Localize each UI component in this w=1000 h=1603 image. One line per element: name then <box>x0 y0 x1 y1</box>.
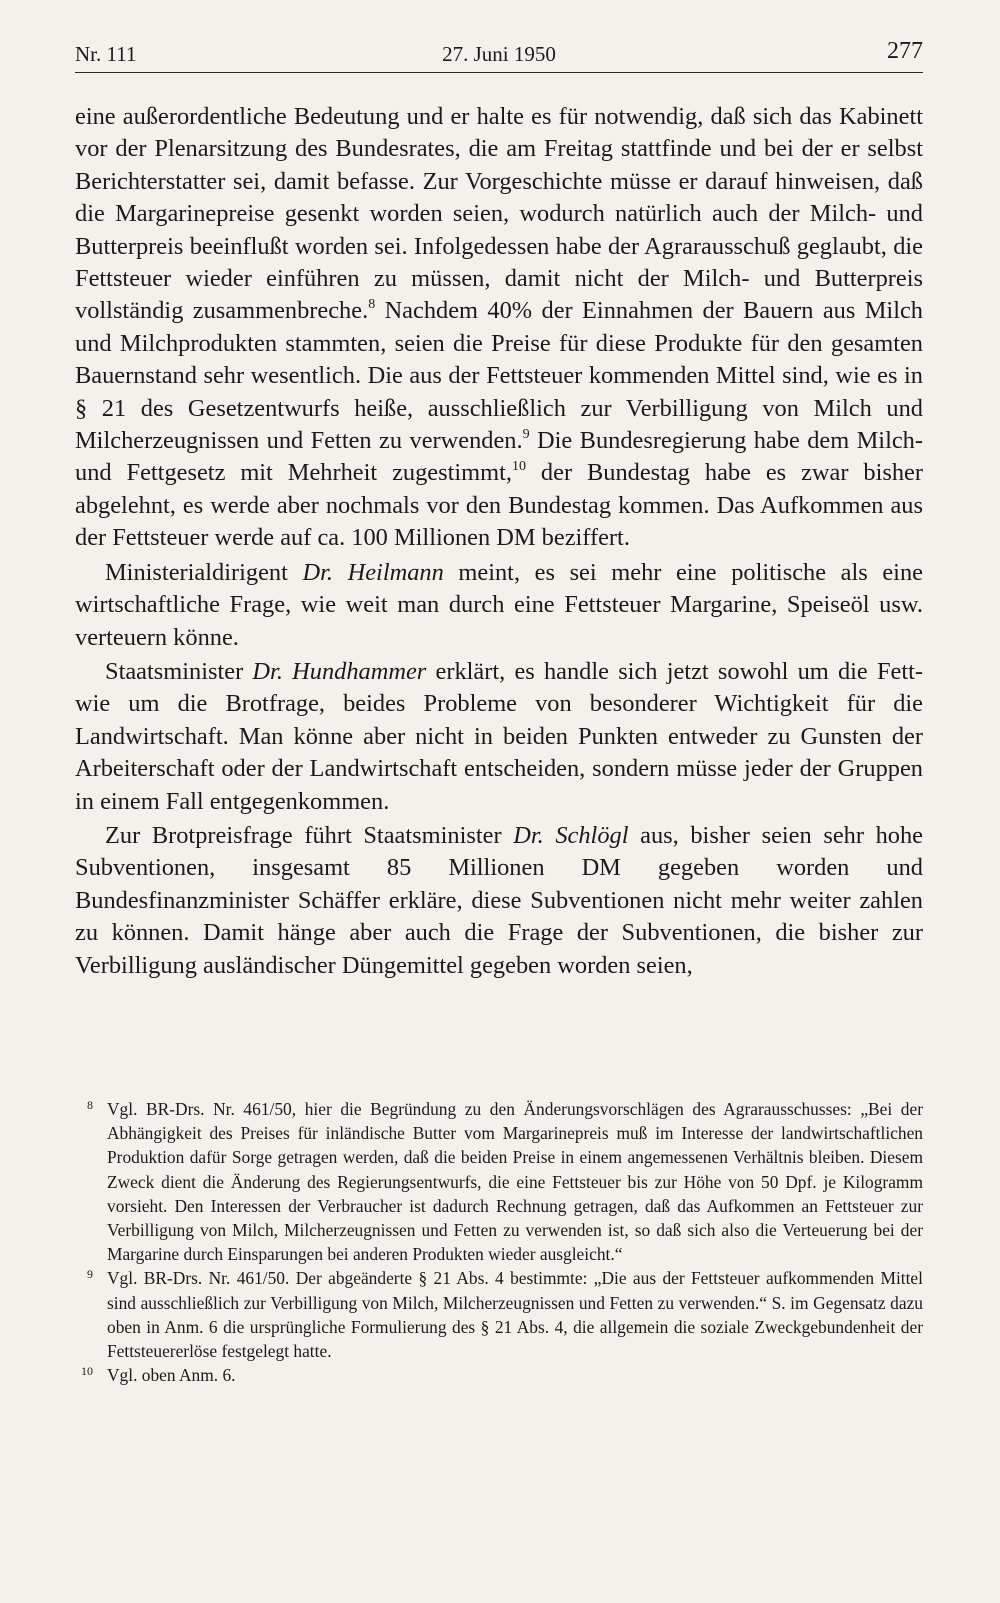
paragraph-text: Staatsminister <box>105 657 253 685</box>
paragraph-4 <box>75 820 923 982</box>
paragraph-text: der Bundestag habe es zwar bisher abgelehnt, es werde aber nochmals vor den Bundestag kommen. Das Aufkommen aus der Fettsteuer werde auf ca. 100 Millionen DM beziffert. <box>75 459 923 552</box>
footnote-number: 9 <box>87 1267 93 1282</box>
paragraph-3 <box>75 656 923 818</box>
paragraph-2 <box>75 557 923 654</box>
footnote-ref-9[interactable]: 9 <box>522 427 530 443</box>
footnote-number: 8 <box>87 1098 93 1112</box>
footnote-text: Vgl. BR-Drs. Nr. 461/50, hier die Begründung zu den Änderungsvorschlägen des Agrarausschusses: „Bei der Abhängigkeit des Preises für inländische Butter vom Margarinepreis muß im Interesse der landwirtschaftlichen Produktion dafür Sorge getragen werden, daß die beiden Preise in einem angemessenen Verhältnis bleiben. Diesem Zweck dient die Änderung des Regierungsentwurfs, die eine Fettsteuer bis zur Höhe von 50 Dpf. je Kilogramm vorsieht. Den Interessen der Verbraucher ist dadurch Rechnung getragen, daß das Aufkommen an Fettsteuer zur Verbilligung von Milch, Milcherzeugnissen und Fetten zu verwenden ist, so daß sich also die Verteuerung bei der Margarine durch Einsparungen bei anderen Produkten wieder ausgleicht.“ <box>107 1099 923 1265</box>
footnote-ref-10[interactable]: 10 <box>512 459 526 475</box>
running-header <box>75 38 923 73</box>
paragraph-1 <box>75 101 923 555</box>
footnote-10 <box>75 1363 923 1387</box>
paragraph-text: Nachdem 40% der Einnahmen der Bauern aus Milch und Milchprodukten stammten, seien die Preise für diese Produkte für den gesamten Bauernstand sehr wesentlich. Die aus der Fettsteuer kommenden Mittel sind, wie es in § 21 des Gesetzentwurfs heiße, ausschließlich zur Verbilligung von Milch und Milcherzeugnissen und Fetten zu verwenden. <box>75 297 923 455</box>
footnote-8 <box>75 1097 923 1266</box>
footnotes <box>75 1097 923 1387</box>
paragraph-text: aus, bisher seien sehr hohe Subventionen, insgesamt 85 Millionen DM gegeben worden und Bundesfinanzminister Schäffer erkläre, diese Subventionen nicht mehr weiter zahlen zu können. Damit hänge aber auch die Frage der Subventionen, die bisher zur Verbilligung ausländischer Düngemittel gegeben worden seien, <box>75 821 924 979</box>
footnote-number: 10 <box>81 1364 93 1379</box>
document-number: Nr. 111 <box>75 42 137 66</box>
footnote-ref-8[interactable]: 8 <box>368 297 376 313</box>
speaker-name: Dr. Schlögl <box>513 821 629 849</box>
paragraph-text: Ministerialdirigent <box>105 558 303 586</box>
footnote-9 <box>75 1266 923 1363</box>
paragraph-text: Zur Brotpreisfrage führt Staatsminister <box>105 821 514 849</box>
main-text <box>75 101 923 982</box>
paragraph-text: Die Bundesregierung habe dem Milch- und Fettgesetz mit Mehrheit zugestimmt, <box>75 427 923 487</box>
header-date: 27. Juni 1950 <box>442 42 556 66</box>
footnote-text: Vgl. BR-Drs. Nr. 461/50. Der abgeänderte § 21 Abs. 4 bestimmte: „Die aus der Fettsteuer aufkommenden Mittel sind ausschließlich zur Verbilligung von Milch, Milcherzeugnissen und Fetten zu verwenden.“ S. im Gegensatz dazu oben in Anm. 6 die ursprüngliche Formulierung des § 21 Abs. 4, die allgemein die soziale Zweckgebundenheit der Fettsteuererlöse festgelegt hatte. <box>107 1268 923 1362</box>
speaker-name: Dr. Hundhammer <box>252 657 427 685</box>
paragraph-text: erklärt, es handle sich jetzt sowohl um die Fett- wie um die Brotfrage, beides Probleme von besonderer Wichtigkeit für die Landwirtschaft. Man könne aber nicht in beiden Punkten entweder zu Gunsten der Arbeiterschaft oder der Landwirtschaft entscheiden, sondern müsse jeder der Gruppen in einem Fall entgegenkommen. <box>75 657 924 815</box>
paragraph-text: eine außerordentliche Bedeutung und er halte es für notwendig, daß sich das Kabinett vor der Plenarsitzung des Bundesrates, die am Freitag stattfinde und bei der er selbst Berichterstatter sei, damit befasse. Zur Vorgeschichte müsse er darauf hinweisen, daß die Margarinepreise gesenkt worden seien, wodurch natürlich auch der Milch- und Butterpreis beeinflußt worden sei. Infolgedessen habe der Agrarausschuß geglaubt, die Fettsteuer wieder einführen zu müssen, damit nicht der Milch- und Butterpreis vollständig zusammenbreche. <box>75 103 923 325</box>
paragraph-text: meint, es sei mehr eine politische als eine wirtschaftliche Frage, wie weit man durch eine Fettsteuer Margarine, Speiseöl usw. verteuern könne. <box>75 558 923 651</box>
footnote-text: Vgl. oben Anm. 6. <box>107 1365 236 1386</box>
page-number: 277 <box>887 38 923 64</box>
speaker-name: Dr. Heilmann <box>302 558 444 586</box>
